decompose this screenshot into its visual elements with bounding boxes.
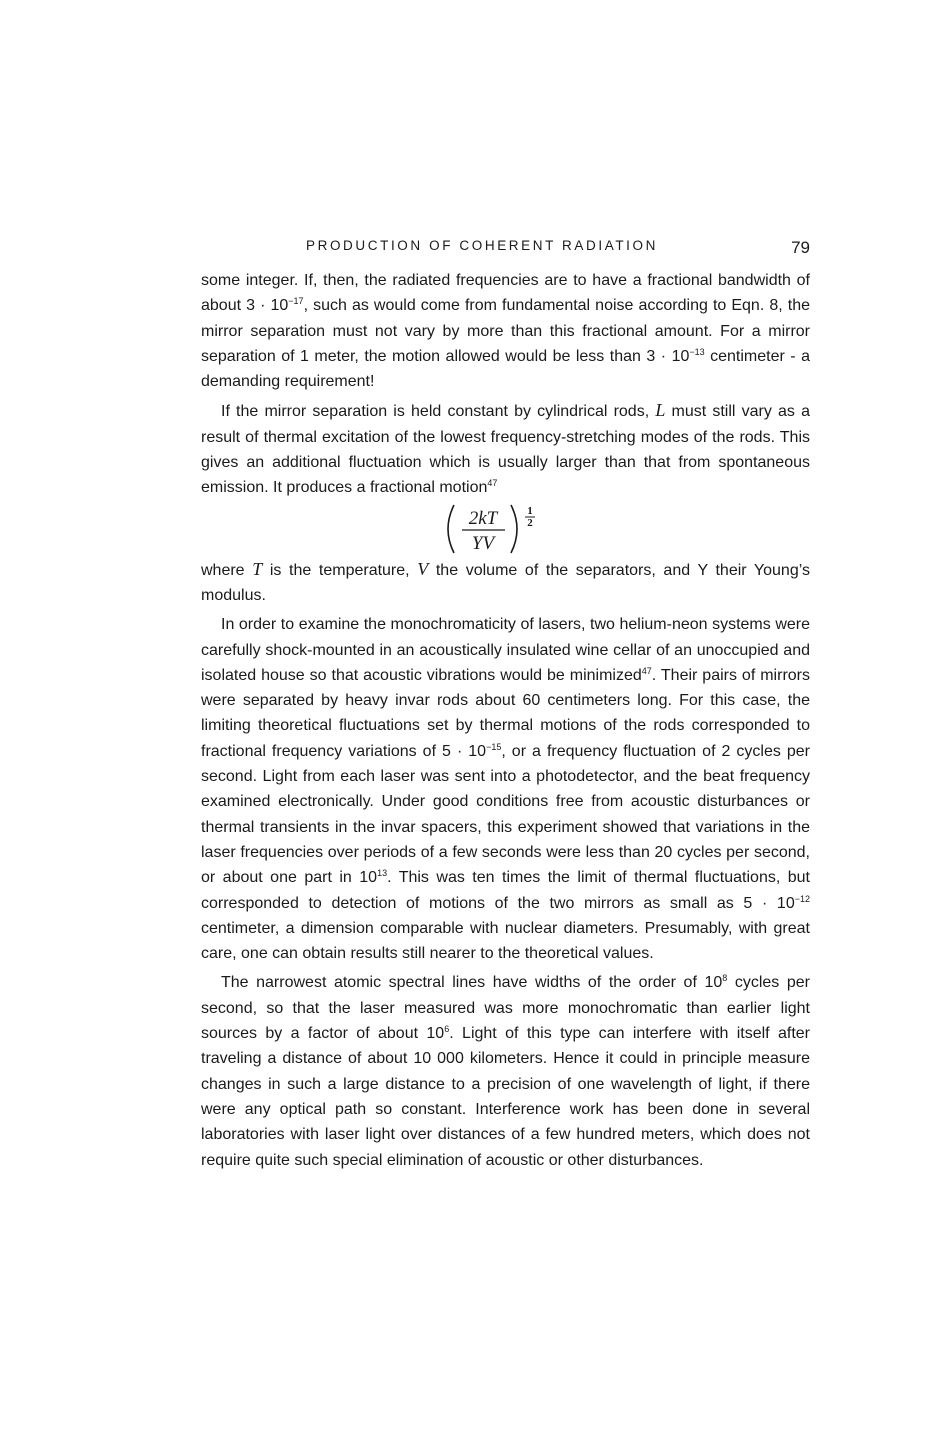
paragraph-text: cycles per second, so that the laser measured was more monochromatic than earlier light sources by a factor of about 10: [201, 974, 810, 1043]
paragraph-text: In order to examine the monochromaticity of lasers, two helium-neon systems were carefully shock-mounted in an acoustically insulated wine cellar of an unoccupied and isolated house so that acoustic vibrations would be minimized: [201, 616, 810, 684]
paragraph-text: The narrowest atomic spectral lines have widths of the order of 10: [221, 974, 723, 992]
paragraph-text: centimeter - a demanding requirement!: [201, 347, 810, 391]
paragraph-text: . Light of this type can interfere with itself after traveling a distance of about 10 000 kilometers. Hence it could in principle measure changes in such a large distance to a precision of one wavelength of light, if there were any optical path so constant. Interference work has been done in several laboratories with laser light over distances of a few hundred meters, which does not require quite such special elimination of acoustic or other disturbances.: [201, 1025, 811, 1169]
variable-L: L: [655, 400, 666, 421]
reference-marker: 47: [641, 665, 652, 676]
paragraph-text: where: [201, 561, 253, 579]
paragraph-text: . Their pairs of mirrors were separated by heavy invar rods about 60 centimeters long. For this case, the limiting theoretical fluctuations set by thermal motions of the rods corresponded to fractional frequency variations of 5 · 10: [201, 666, 810, 760]
body-text: [201, 268, 810, 1173]
variable-T: T: [252, 558, 263, 579]
paragraph-text: is the temperature,: [262, 561, 418, 579]
exponent: −13: [689, 346, 705, 357]
paragraph-text: the volume of the separators, and Y their Young’s modulus.: [201, 561, 810, 604]
paragraph-2: [201, 398, 810, 500]
reference-marker: 47: [487, 478, 498, 489]
left-parenthesis: [448, 505, 454, 553]
running-header: [201, 236, 810, 260]
book-page: [201, 236, 810, 1173]
paragraph-text: . This was ten times the limit of thermal fluctuations, but corresponded to detection of motions of the two mirrors as small as 5 · 10: [201, 869, 810, 912]
exponent: 8: [722, 973, 728, 984]
paragraph-text: , or a frequency fluctuation of 2 cycles per second. Light from each laser was sent into a photodetector, and the beat frequency examined electronically. Under good conditions free from acoustic disturbances or thermal transients in the invar spacers, this experiment showed that variations in the laser frequencies over periods of a few seconds were less than 20 cycles per second, or about one part in 10: [201, 742, 811, 887]
equation-fractional-motion: [201, 501, 810, 557]
page-number: 79: [791, 238, 810, 257]
paragraph-text: some integer. If, then, the radiated frequencies are to have a fractional bandwidth of about 3 · 10: [201, 272, 810, 315]
paragraph-3: [201, 557, 810, 609]
paragraph-text: If the mirror separation is held constant by cylindrical rods,: [221, 403, 656, 421]
equation-numerator: 2kT: [468, 507, 498, 529]
exponent: 6: [444, 1024, 450, 1035]
variable-V: V: [417, 558, 429, 579]
exponent: 13: [377, 868, 388, 879]
paragraph-1: [201, 268, 810, 394]
exponent-denominator: 2: [527, 516, 533, 529]
paragraph-5: [201, 970, 810, 1172]
paragraph-4: [201, 612, 810, 966]
equation-denominator: YV: [471, 532, 495, 554]
paragraph-text: must still vary as a result of thermal excitation of the lowest frequency-stretching modes of the rods. This gives an additional fluctuation which is usually larger than that from spontaneous emission. It produces a fractional motion: [201, 403, 811, 497]
exponent: −15: [486, 741, 502, 752]
equation-graphic: [441, 502, 561, 556]
paragraph-text: centimeter, a dimension comparable with nuclear diameters. Presumably, with great care, one can obtain results still nearer to the theoretical values.: [201, 919, 810, 963]
running-title: PRODUCTION OF COHERENT RADIATION: [306, 238, 658, 253]
right-parenthesis: [511, 505, 517, 553]
exponent: −12: [794, 893, 810, 904]
exponent: −17: [288, 296, 304, 307]
exponent-numerator: 1: [527, 504, 533, 517]
paragraph-text: , such as would come from fundamental noise according to Eqn. 8, the mirror separation must not vary by more than this fractional amount. For a mirror separation of 1 meter, the motion allowed would be less than 3 · 10: [201, 297, 810, 365]
